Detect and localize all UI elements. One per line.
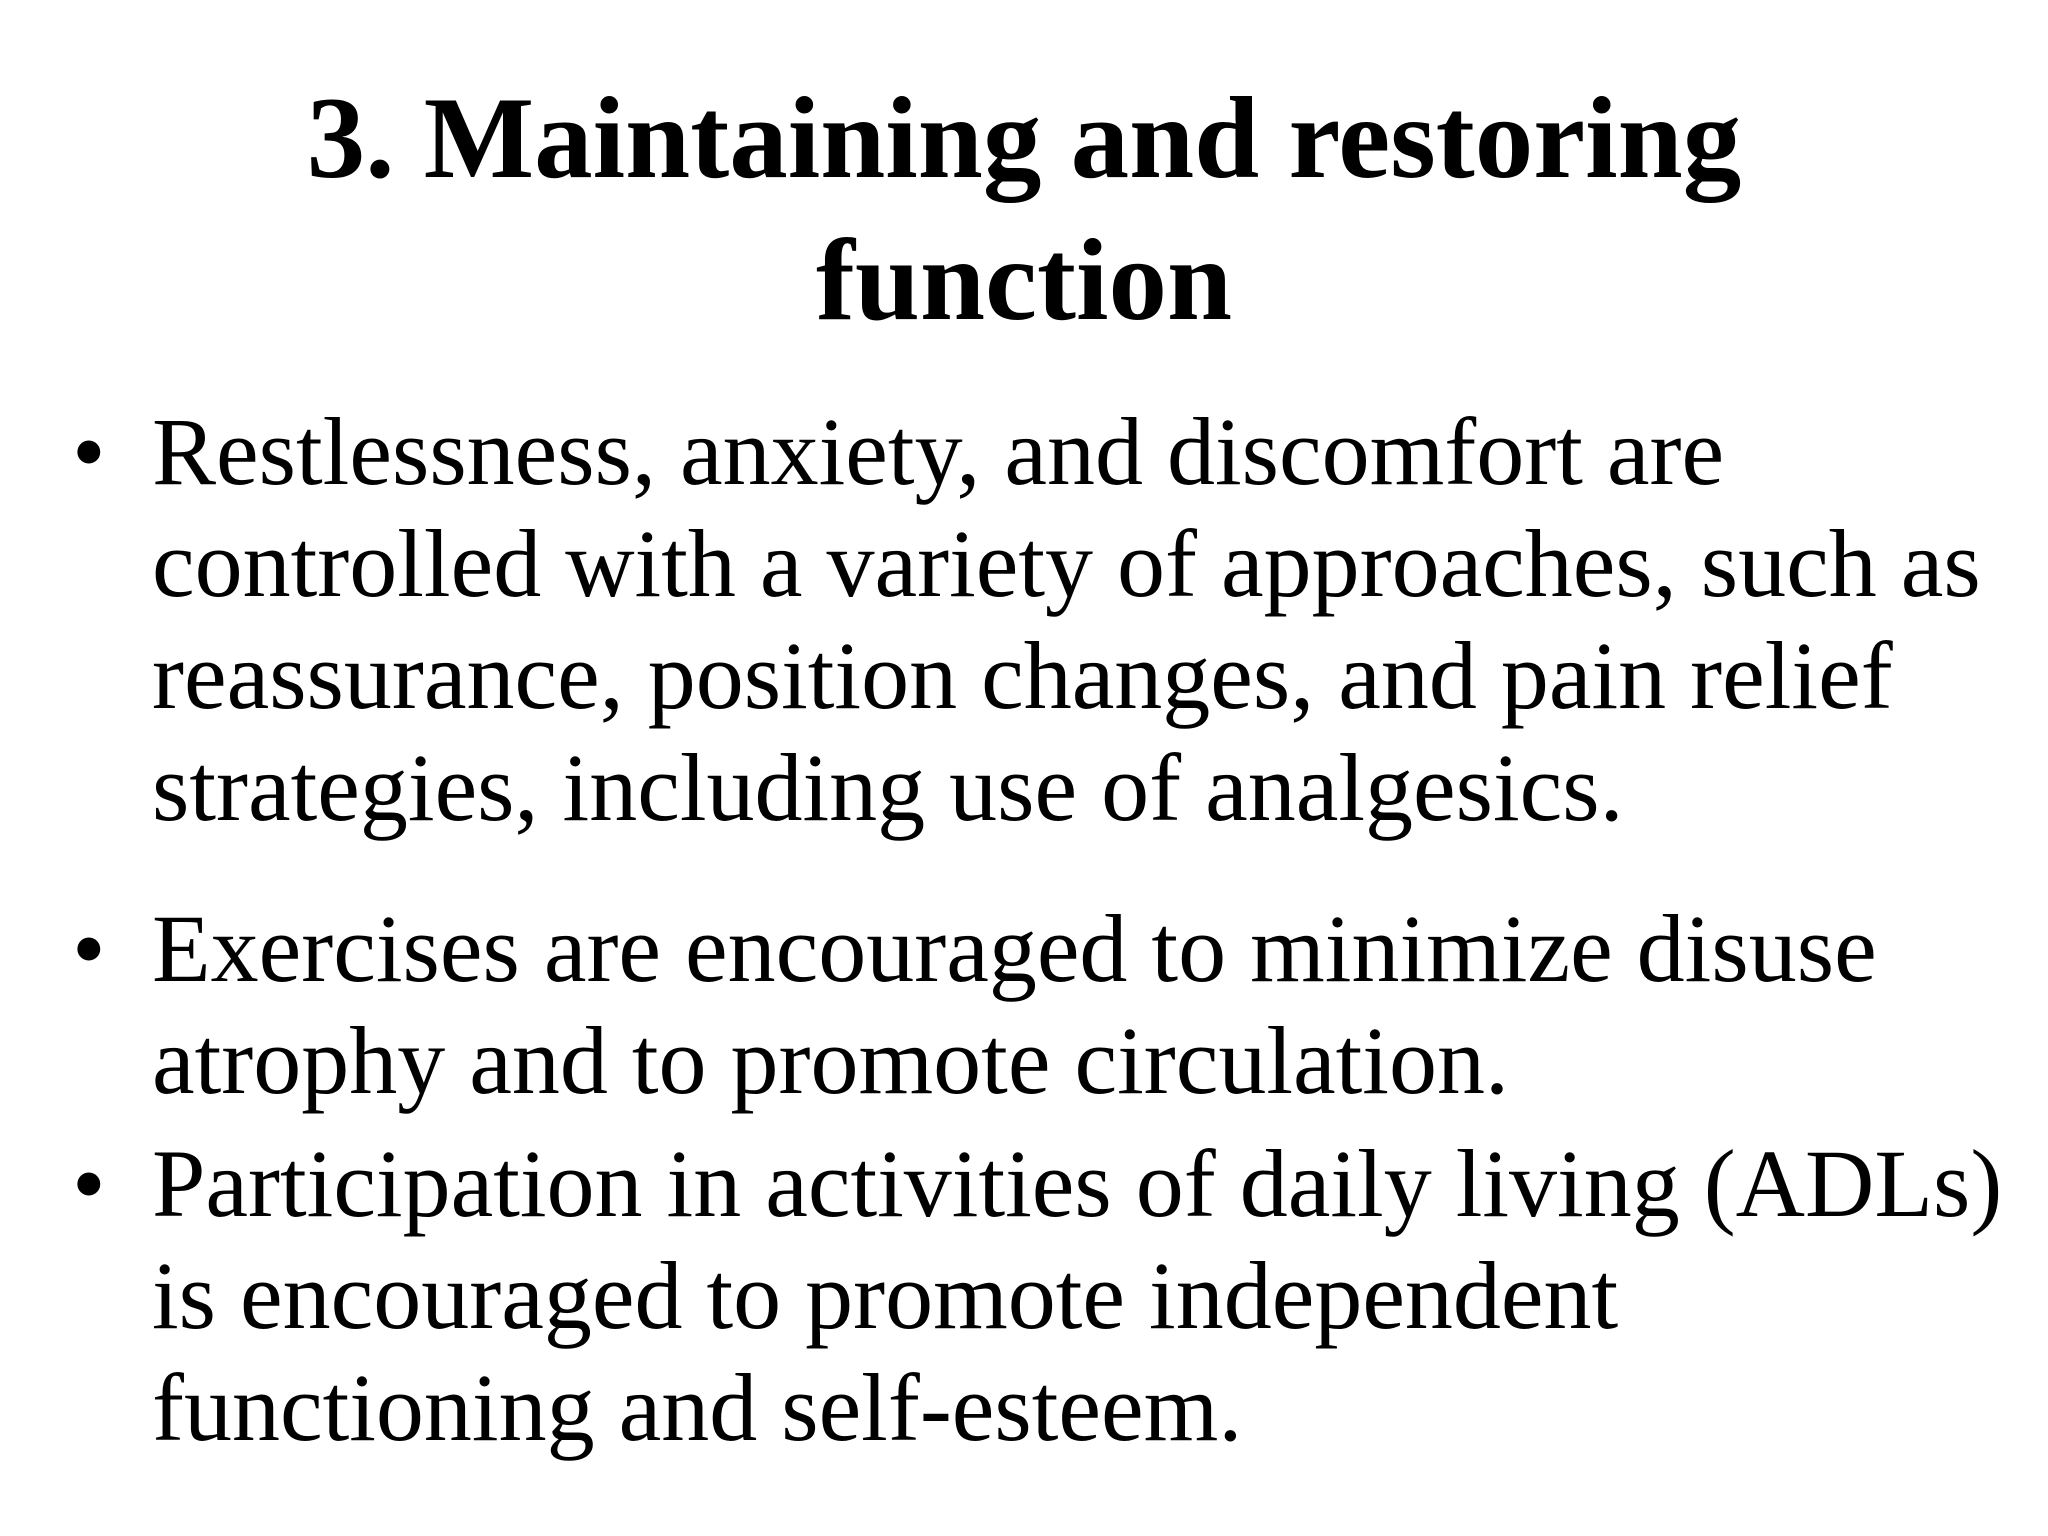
bullet-line: Restlessness, anxiety, and discomfort are — [152, 398, 1725, 505]
bullet-line: atrophy and to promote circulation. — [152, 1007, 1509, 1114]
bullet-line: reassurance, position changes, and pain relief — [152, 622, 1893, 729]
bullet-line: Exercises are encouraged to minimize disuse — [152, 895, 1877, 1002]
slide-title-line: function — [815, 216, 1233, 345]
bullet-marker: • — [72, 1130, 106, 1237]
bullet-line: strategies, including use of analgesics. — [152, 734, 1624, 841]
slide-title — [0, 68, 2048, 352]
bullet-text — [152, 1128, 2012, 1464]
bullet-line: functioning and self-esteem. — [152, 1354, 1243, 1461]
bullet-text — [152, 396, 2012, 844]
bullet-line: is encouraged to promote independent — [152, 1242, 1619, 1349]
bullet-text — [152, 893, 2012, 1117]
slide-title-line: 3. Maintaining and restoring — [306, 74, 1742, 203]
bullet-line: Participation in activities of daily living (ADLs) — [152, 1130, 2003, 1237]
bullet-marker: • — [72, 895, 106, 1002]
bullet-marker: • — [72, 398, 106, 505]
bullet-line: controlled with a variety of approaches, such as — [152, 510, 1981, 617]
